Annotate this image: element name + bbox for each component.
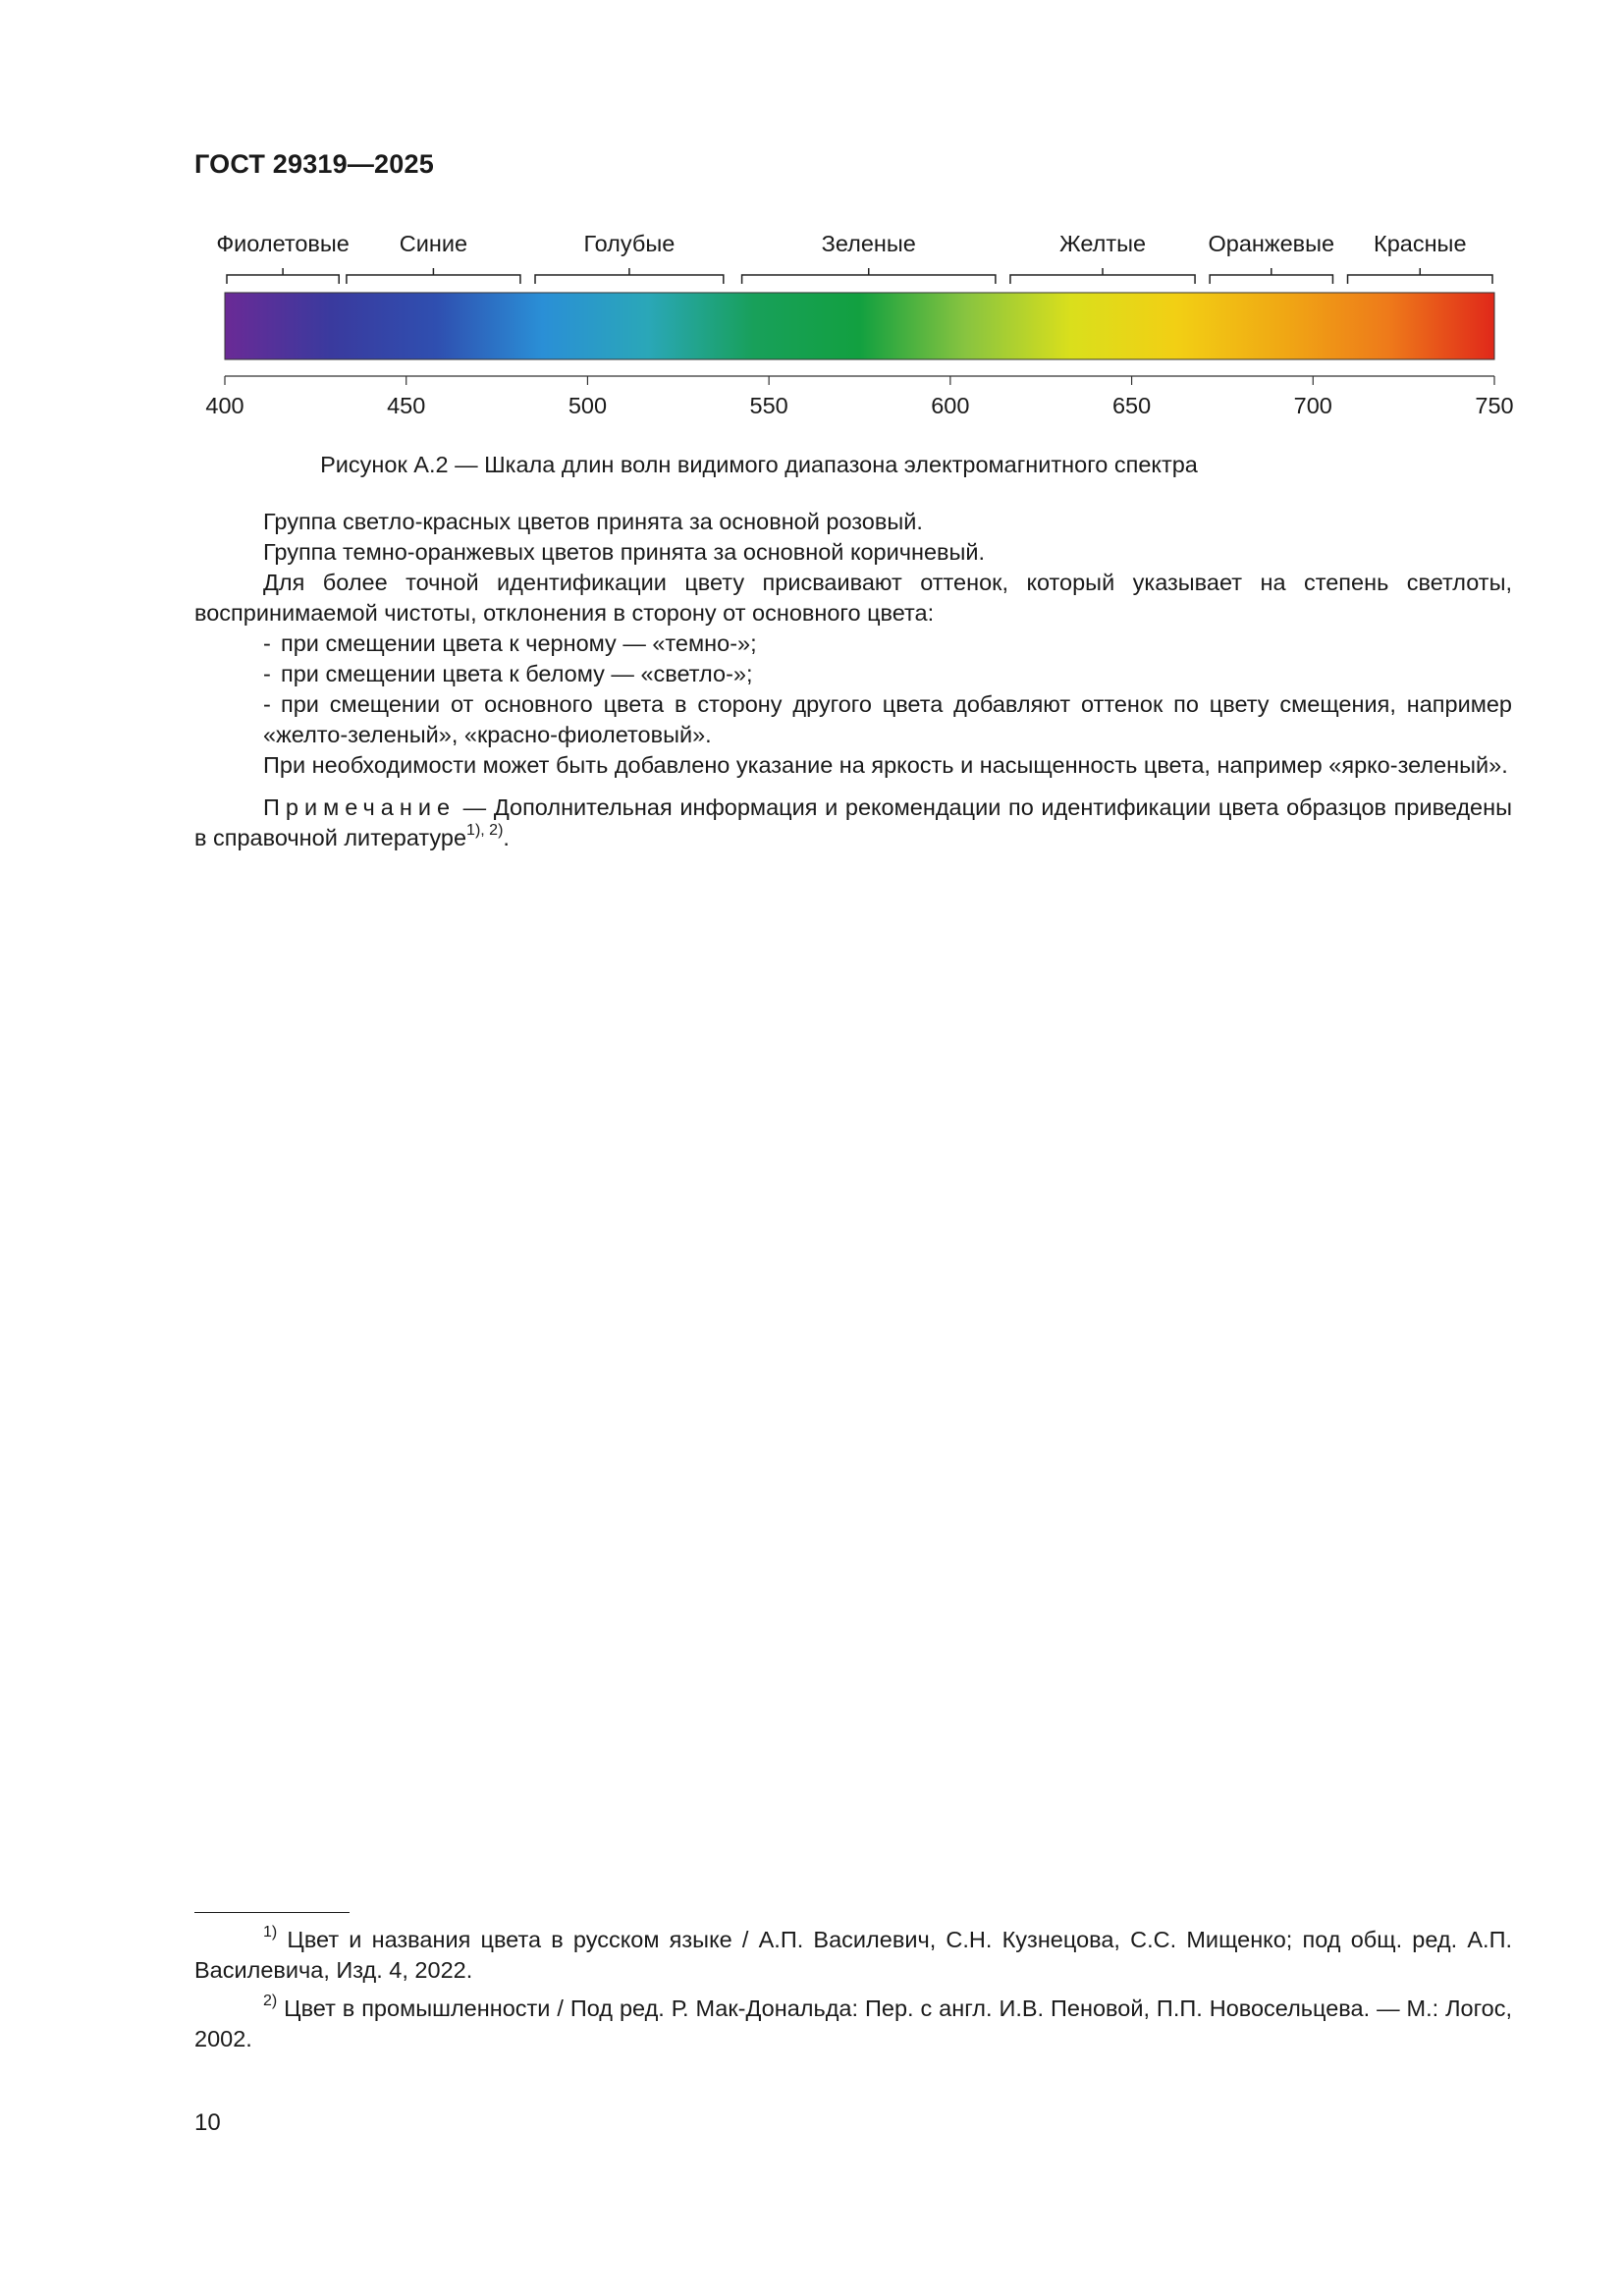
paragraph-brown: Группа темно-оранжевых цветов принята за основной коричневый. (263, 539, 986, 565)
band-label: Красные (1374, 231, 1467, 256)
list-item-text: при смещении цвета к черному — «темно-»; (281, 630, 757, 656)
spectrum-scale-figure (0, 216, 1623, 442)
band-label: Голубые (583, 231, 676, 256)
paragraph-hue-definition: Для более точной идентификации цвету присваивают оттенок, который указывает на степень светлоты, воспринимаемой чистоты, отклонения в сторону от основного цвета: (194, 570, 1512, 626)
list-marker: - (263, 630, 271, 656)
list-item-dark (194, 629, 1512, 659)
band-bracket (742, 268, 996, 284)
figure-caption: Рисунок А.2 — Шкала длин волн видимого диапазона электромагнитного спектра (320, 452, 1198, 477)
list-item-text: при смещении цвета к белому — «светло-»; (281, 661, 753, 686)
note-footnote-refs[interactable]: 1), 2) (466, 822, 504, 840)
list-marker: - (263, 691, 271, 717)
footnote-mark: 1) (263, 1924, 278, 1941)
axis-tick-label: 500 (568, 393, 608, 418)
document-header-title: ГОСТ 29319—2025 (194, 149, 434, 179)
band-label: Зеленые (821, 231, 916, 256)
footnote-2 (194, 1994, 1512, 2054)
band-bracket (1348, 268, 1492, 284)
note-end: . (503, 825, 510, 850)
band-bracket (1210, 268, 1332, 284)
footnotes (194, 1925, 1512, 2062)
spectrum-gradient-bar (225, 293, 1494, 359)
note-text: — Дополнительная информация и рекомендации по идентификации цвета образцов приведены в справочной литературе (194, 794, 1512, 850)
body-text (194, 507, 1512, 853)
note-label: Примечание (263, 794, 457, 820)
axis-tick-label: 600 (931, 393, 970, 418)
footnote-separator (194, 1912, 350, 1913)
footnote-mark: 2) (263, 1993, 278, 2010)
axis-tick-label: 400 (205, 393, 244, 418)
footnote-1 (194, 1925, 1512, 1986)
paragraph-brightness: При необходимости может быть добавлено указание на яркость и насыщенность цвета, например «ярко-зеленый». (263, 752, 1508, 778)
note-paragraph (194, 793, 1512, 853)
footnote-text: Цвет в промышленности / Под ред. Р. Мак-Дональда: Пер. с англ. И.В. Пеновой, П.П. Новосельцева. — М.: Логос, 2002. (194, 1995, 1512, 2051)
band-label: Желтые (1058, 231, 1147, 256)
list-item-shift (194, 689, 1512, 750)
page-number: 10 (194, 2109, 221, 2136)
axis-tick-label: 650 (1111, 393, 1152, 418)
axis-tick-label: 550 (749, 393, 788, 418)
band-label: Синие (399, 231, 468, 256)
axis-tick-label: 450 (387, 393, 426, 418)
band-bracket (227, 268, 339, 284)
footnote-text: Цвет и названия цвета в русском языке / А.П. Василевич, С.Н. Кузнецова, С.С. Мищенко; под общ. ред. А.П. Василевича, Изд. 4, 2022. (194, 1927, 1512, 1983)
band-label: Фиолетовые (216, 231, 350, 256)
band-bracket (347, 268, 520, 284)
paragraph-pink: Группа светло-красных цветов принята за основной розовый. (263, 509, 923, 534)
wavelength-axis (205, 376, 1513, 418)
list-item-light (194, 659, 1512, 689)
band-bracket (1010, 268, 1195, 284)
axis-tick-label: 700 (1293, 393, 1332, 418)
axis-tick-label: 750 (1475, 393, 1514, 418)
band-bracket (535, 268, 724, 284)
list-marker: - (263, 661, 271, 686)
band-labels-group (216, 231, 1492, 284)
list-item-text: при смещении от основного цвета в сторону другого цвета добавляют оттенок по цвету смещения, например «желто-зеленый», «красно-фиолетовый». (263, 691, 1512, 747)
band-label: Оранжевые (1208, 231, 1335, 256)
